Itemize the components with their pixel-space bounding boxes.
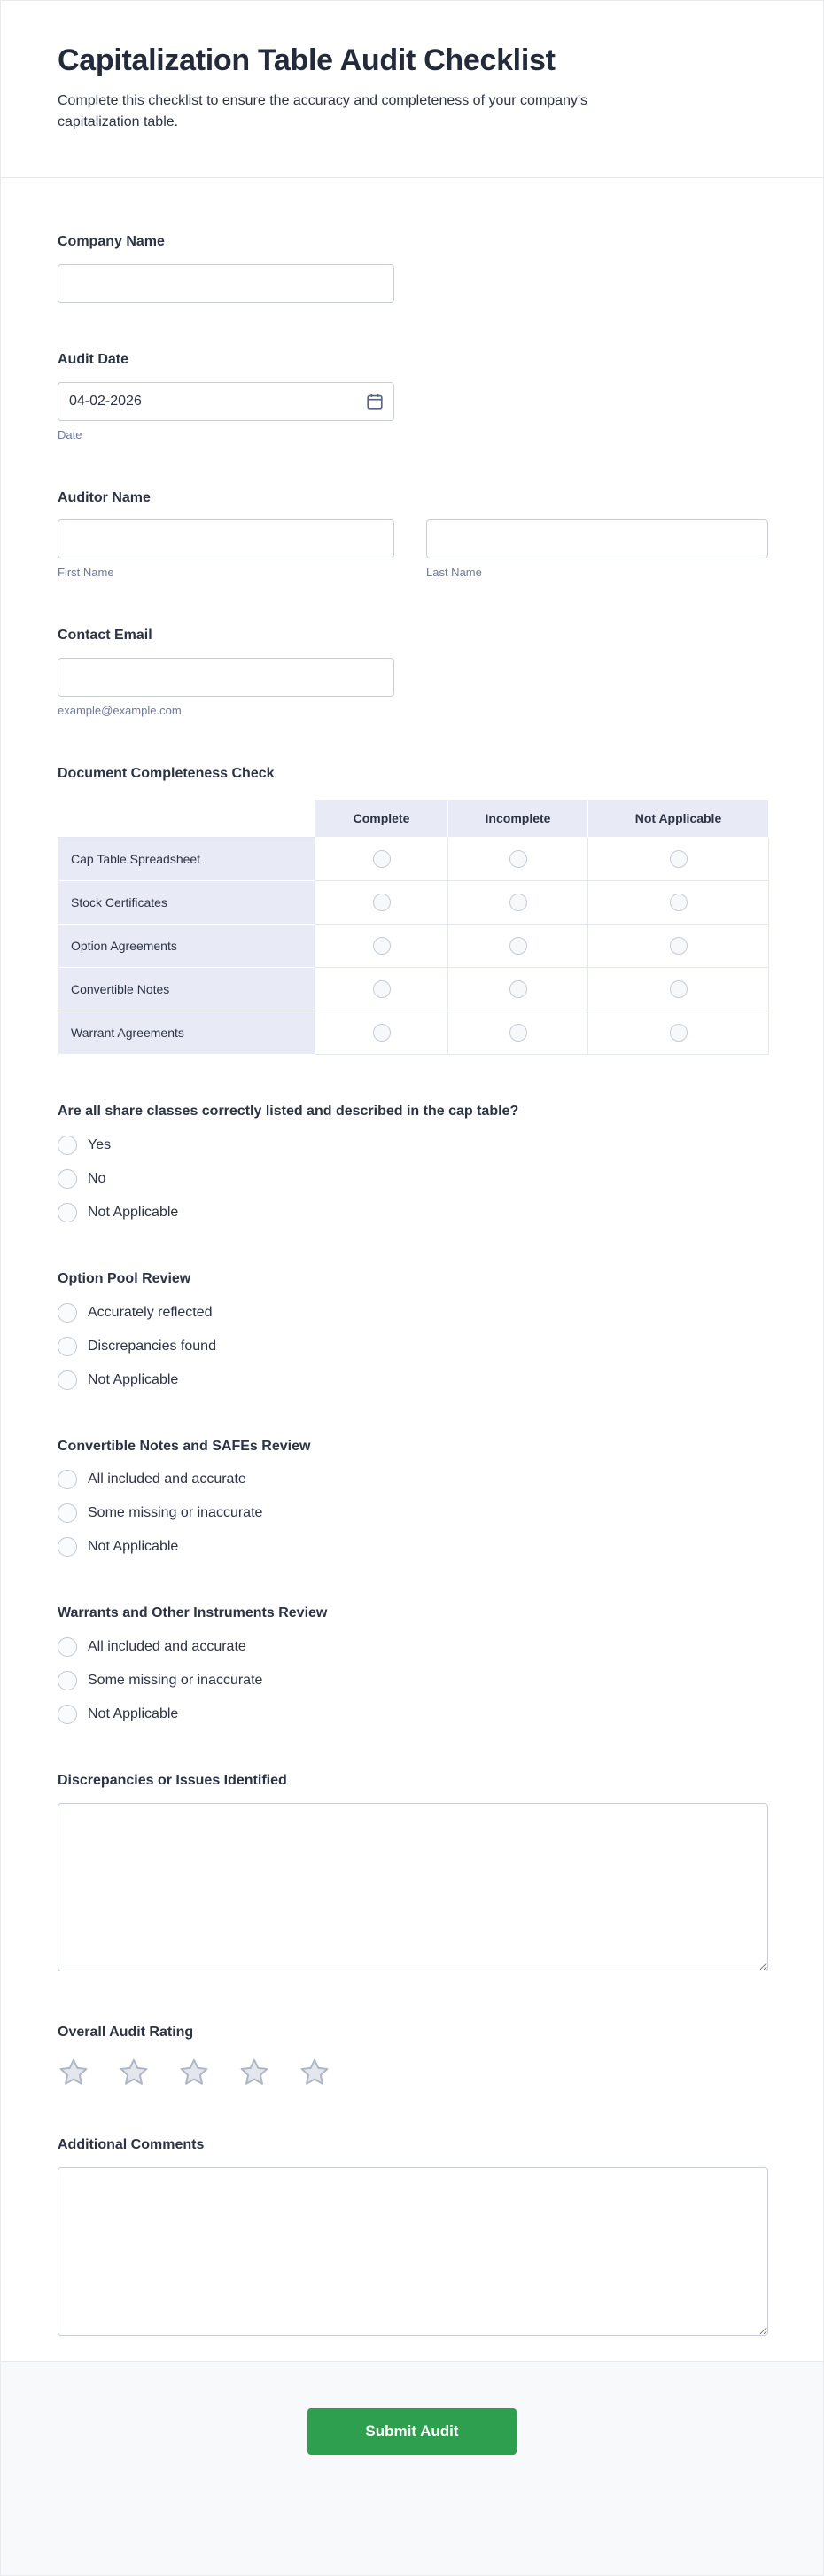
audit-date-field — [58, 382, 394, 421]
option-pool-label: Option Pool Review — [58, 1270, 191, 1286]
question-contact-email — [58, 627, 766, 717]
radio-option-label: Discrepancies found — [88, 1338, 216, 1354]
star-icon[interactable] — [238, 2057, 270, 2088]
question-overall-rating — [58, 2024, 766, 2088]
contact-email-label: Contact Email — [58, 628, 152, 644]
share-classes-label: Are all share classes correctly listed and described in the cap table? — [58, 1103, 519, 1119]
radio-option[interactable] — [58, 1169, 105, 1189]
form-body — [1, 178, 823, 2340]
matrix-row-cap-table — [58, 837, 769, 880]
question-audit-date — [58, 351, 766, 441]
radio-icon[interactable] — [670, 850, 688, 868]
discrepancies-label: Discrepancies or Issues Identified — [58, 1773, 287, 1789]
question-auditor-name — [58, 489, 766, 580]
radio-option[interactable] — [58, 1203, 178, 1222]
star-icon[interactable] — [58, 2057, 89, 2088]
radio-option-label: No — [88, 1170, 106, 1186]
radio-icon[interactable] — [509, 937, 527, 955]
radio-option[interactable] — [58, 1537, 178, 1557]
radio-option-label: Not Applicable — [88, 1371, 179, 1387]
star-rating — [58, 2057, 766, 2088]
radio-option[interactable] — [58, 1637, 246, 1657]
radio-option-label: Not Applicable — [88, 1539, 179, 1555]
form-footer — [1, 2361, 823, 2575]
last-name-input[interactable] — [426, 519, 768, 558]
radio-icon[interactable] — [58, 1337, 77, 1356]
matrix-row-label: Warrant Agreements — [58, 1011, 315, 1054]
form-subtitle: Complete this checklist to ensure the accuracy and completeness of your company's capitalization table. — [58, 93, 588, 129]
question-warrants — [58, 1604, 766, 1724]
matrix-row-label: Stock Certificates — [58, 880, 315, 924]
radio-option-label: Some missing or inaccurate — [88, 1505, 263, 1521]
matrix-radio-cell[interactable] — [315, 1011, 448, 1054]
matrix-col-complete: Complete — [315, 800, 448, 837]
radio-option[interactable] — [58, 1136, 111, 1155]
matrix-row-label: Option Agreements — [58, 924, 315, 967]
radio-icon[interactable] — [373, 980, 391, 998]
matrix-row-option-agreements — [58, 924, 769, 967]
overall-rating-label: Overall Audit Rating — [58, 2024, 194, 2040]
radio-icon[interactable] — [58, 1136, 77, 1155]
radio-option-label: Some missing or inaccurate — [88, 1673, 263, 1689]
radio-option-label: Accurately reflected — [88, 1304, 213, 1320]
first-name-field — [58, 519, 394, 579]
radio-icon[interactable] — [58, 1470, 77, 1489]
question-additional-comments — [58, 2136, 766, 2340]
radio-icon[interactable] — [58, 1671, 77, 1690]
radio-option-label: Yes — [88, 1136, 112, 1152]
auditor-name-fields — [58, 519, 766, 579]
matrix-radio-cell[interactable] — [315, 967, 448, 1011]
star-icon[interactable] — [178, 2057, 210, 2088]
matrix-header-row — [58, 800, 769, 837]
matrix-col-not-applicable: Not Applicable — [588, 800, 769, 837]
radio-icon[interactable] — [373, 937, 391, 955]
radio-icon[interactable] — [373, 894, 391, 911]
submit-button[interactable]: Submit Audit — [307, 2408, 517, 2455]
radio-icon[interactable] — [58, 1705, 77, 1724]
radio-option[interactable] — [58, 1337, 216, 1356]
radio-icon[interactable] — [58, 1203, 77, 1222]
radio-icon[interactable] — [373, 850, 391, 868]
radio-icon[interactable] — [58, 1637, 77, 1657]
radio-option[interactable] — [58, 1370, 178, 1390]
radio-option[interactable] — [58, 1671, 262, 1690]
radio-option[interactable] — [58, 1503, 262, 1523]
question-share-classes — [58, 1103, 766, 1222]
question-convertible-notes — [58, 1438, 766, 1557]
matrix-label: Document Completeness Check — [58, 766, 275, 782]
radio-icon[interactable] — [509, 850, 527, 868]
radio-icon[interactable] — [670, 1024, 688, 1042]
question-discrepancies — [58, 1772, 766, 1976]
form-header — [1, 1, 823, 177]
matrix-radio-cell[interactable] — [588, 967, 769, 1011]
matrix-radio-cell[interactable] — [448, 967, 588, 1011]
audit-date-input[interactable] — [58, 382, 394, 421]
matrix-radio-cell[interactable] — [448, 837, 588, 880]
star-icon[interactable] — [299, 2057, 330, 2088]
matrix-col-incomplete: Incomplete — [448, 800, 588, 837]
matrix-radio-cell[interactable] — [588, 1011, 769, 1054]
radio-option[interactable] — [58, 1470, 246, 1489]
company-name-input[interactable] — [58, 264, 394, 303]
first-name-input[interactable] — [58, 519, 394, 558]
matrix-row-label: Cap Table Spreadsheet — [58, 837, 315, 880]
radio-icon[interactable] — [58, 1537, 77, 1557]
radio-icon[interactable] — [509, 980, 527, 998]
last-name-sublabel: Last Name — [426, 566, 482, 580]
matrix-radio-cell[interactable] — [448, 880, 588, 924]
form-title: Capitalization Table Audit Checklist — [58, 43, 556, 77]
matrix-row-label: Convertible Notes — [58, 967, 315, 1011]
radio-icon[interactable] — [670, 980, 688, 998]
auditor-name-label: Auditor Name — [58, 489, 151, 505]
additional-comments-textarea[interactable] — [58, 2167, 768, 2336]
radio-option-label: All included and accurate — [88, 1471, 246, 1487]
audit-date-sublabel: Date — [58, 427, 82, 441]
matrix-radio-cell[interactable] — [588, 837, 769, 880]
matrix-radio-cell[interactable] — [448, 1011, 588, 1054]
matrix-row-convertible-notes — [58, 967, 769, 1011]
matrix-radio-cell[interactable] — [588, 880, 769, 924]
star-icon[interactable] — [118, 2057, 150, 2088]
convertible-notes-label: Convertible Notes and SAFEs Review — [58, 1438, 311, 1454]
contact-email-input[interactable] — [58, 658, 394, 697]
radio-icon[interactable] — [509, 1024, 527, 1042]
matrix-radio-cell[interactable] — [588, 924, 769, 967]
radio-option[interactable] — [58, 1705, 178, 1724]
question-option-pool — [58, 1270, 766, 1390]
calendar-icon[interactable] — [364, 391, 385, 412]
first-name-sublabel: First Name — [58, 566, 114, 580]
matrix-radio-cell[interactable] — [448, 924, 588, 967]
radio-icon[interactable] — [509, 894, 527, 911]
completeness-matrix — [58, 800, 769, 1055]
radio-icon[interactable] — [373, 1024, 391, 1042]
last-name-field — [426, 519, 768, 579]
matrix-corner-cell — [58, 800, 315, 837]
radio-option-label: Not Applicable — [88, 1204, 179, 1220]
radio-icon[interactable] — [670, 937, 688, 955]
radio-icon[interactable] — [58, 1303, 77, 1323]
radio-icon[interactable] — [58, 1169, 77, 1189]
radio-option-label: All included and accurate — [88, 1639, 246, 1655]
company-name-label: Company Name — [58, 234, 165, 249]
matrix-radio-cell[interactable] — [315, 837, 448, 880]
matrix-radio-cell[interactable] — [315, 880, 448, 924]
radio-icon[interactable] — [58, 1370, 77, 1390]
radio-icon[interactable] — [58, 1503, 77, 1523]
additional-comments-label: Additional Comments — [58, 2136, 205, 2152]
question-company-name — [58, 233, 766, 303]
matrix-row-warrant-agreements — [58, 1011, 769, 1054]
discrepancies-textarea[interactable] — [58, 1803, 768, 1971]
radio-option-label: Not Applicable — [88, 1706, 179, 1722]
warrants-label: Warrants and Other Instruments Review — [58, 1605, 328, 1621]
audit-date-label: Audit Date — [58, 351, 128, 367]
matrix-radio-cell[interactable] — [315, 924, 448, 967]
contact-email-sublabel: example@example.com — [58, 704, 182, 718]
matrix-row-stock-certificates — [58, 880, 769, 924]
radio-option[interactable] — [58, 1303, 213, 1323]
radio-icon[interactable] — [670, 894, 688, 911]
question-document-completeness — [58, 765, 766, 1055]
